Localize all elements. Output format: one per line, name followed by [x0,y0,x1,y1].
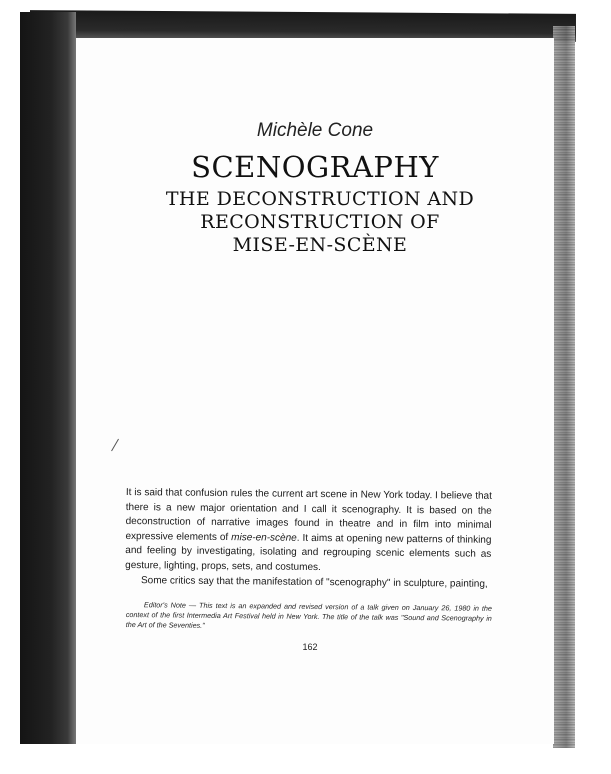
author-name: Michèle Cone [256,120,374,141]
article-subtitle [120,188,520,257]
article-body [125,486,492,592]
article-title: SCENOGRAPHY [191,150,439,184]
page-number: 162 [302,642,318,652]
paper-sheet [76,38,554,744]
scan-shadow-left [20,12,76,744]
scan-shadow-right [553,26,575,748]
subtitle-line-3: MISE-EN-SCÈNE [232,234,408,256]
paragraph-1-text-a: It is said that confusion rules the current art scene in New York today. I believe that there is a new major orientation and I call it scenography. It is based on the deconstruction of narrative images found in theatre and in film into minimal expressive elements of [125,486,492,543]
subtitle-line-2: RECONSTRUCTION OF [200,211,440,233]
paragraph-1 [125,486,492,577]
editors-note: Editor's Note — This text is an expanded and revised version of a talk given on January 26, 1980 in the context of the first Intermedia Art Festival held in New York. The title of the talk was "Sound and Scenography in the Art of the Seventies." [125,600,492,630]
paragraph-1-emphasis: mise-en-scène [231,531,297,544]
paragraph-1-text-b: . It aims at opening new patterns of thinking and feeling by investigating, isolating and regrouping scenic elements such as gesture, lighting, props, sets, and costumes. [125,532,492,574]
subtitle-line-1: THE DECONSTRUCTION AND [165,188,475,210]
paragraph-2: Some critics say that the manifestation of "scenography" in sculpture, painting, [140,574,488,590]
